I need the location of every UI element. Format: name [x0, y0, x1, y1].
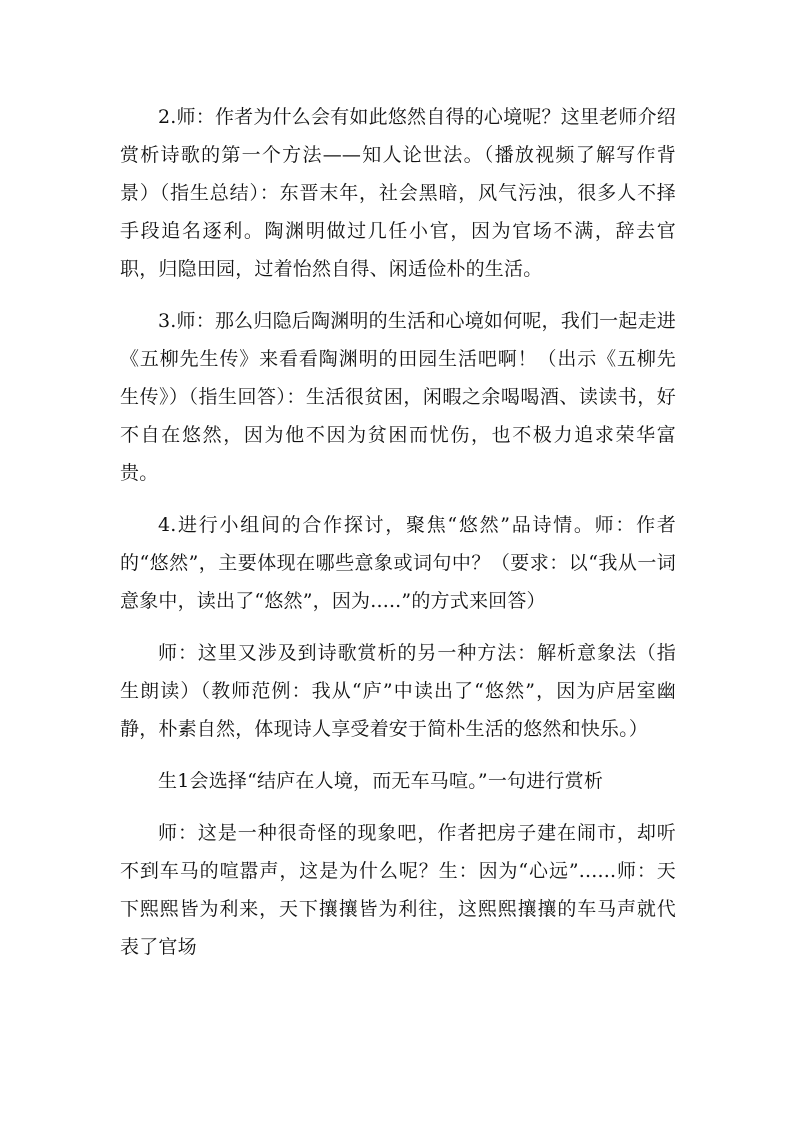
paragraph-2: 2.师：作者为什么会有如此悠然自得的心境呢？这里老师介绍赏析诗歌的第一个方法——知人论世法。（播放视频了解写作背景）（指生总结）：东晋末年，社会黑暗，风气污浊，很多人不择手段追名逐利。陶渊明做过几任小官，因为官场不满，辞去官职，归隐田园，过着怡然自得、闲适俭朴的生活。	[120, 106, 676, 280]
paragraph-3: 3.师：那么归隐后陶渊明的生活和心境如何呢，我们一起走进《五柳先生传》来看看陶渊明的田园生活吧啊！（出示《五柳先生传》）（指生回答）：生活很贫困，闲暇之余喝喝酒、读读书，好不自在悠然，因为他不因为贫困而忧伤，也不极力追求荣华富贵。	[120, 310, 676, 484]
paragraph-teacher-question: 师：这是一种很奇怪的现象吧，作者把房子建在闹市，却听不到车马的喧嚣声，这是为什么呢？生：因为“心远”......师：天下熙熙皆为利来，天下攘攘皆为利往，这熙熙攘攘的车马声就代表了官场	[120, 822, 676, 958]
document-body	[120, 98, 676, 980]
paragraph-4: 4.进行小组间的合作探讨，聚焦“悠然”品诗情。师：作者的“悠然”，主要体现在哪些意象或词句中？（要求：以“我从一词意象中，读出了“悠然”，因为.....”的方式来回答）	[120, 514, 676, 612]
paragraph-student-1: 生1会选择“结庐在人境，而无车马喧。”一句进行赏析	[158, 770, 604, 792]
paragraph-teacher-imagery: 师：这里又涉及到诗歌赏析的另一种方法：解析意象法（指生朗读）（教师范例：我从“庐”中读出了“悠然”，因为庐居室幽静，朴素自然，体现诗人享受着安于简朴生活的悠然和快乐。）	[120, 642, 676, 740]
